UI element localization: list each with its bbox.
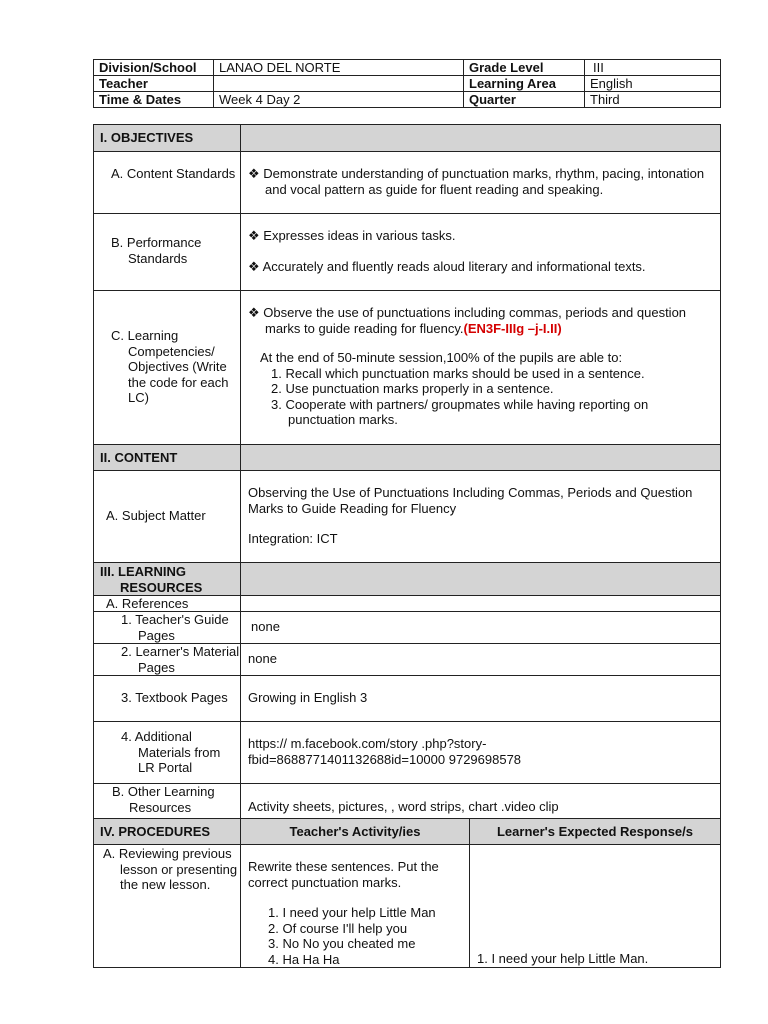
procedures-title: IV. PROCEDURES [94, 819, 241, 845]
competency-code: (EN3F-IIIg –j-I.II) [463, 320, 562, 336]
reviewing-label: A. Reviewing previous lesson or presenting the new lesson. [103, 846, 238, 892]
learner-response-header: Learner's Expected Response/s [470, 819, 721, 845]
quarter-label: Quarter [464, 92, 585, 108]
division-value: LANAO DEL NORTE [214, 60, 464, 76]
content-standards-text: ❖ Demonstrate understanding of punctuation marks, rhythm, pacing, intonation and vocal pattern as guide for fluent reading and speaking. [248, 166, 705, 197]
session-item-3: 3. Cooperate with partners/ groupmates while having reporting on punctuation marks. [271, 396, 649, 427]
performance-standards-label: B. Performance Standards [111, 235, 202, 266]
subject-matter-label: A. Subject Matter [106, 508, 206, 523]
quarter-value: Third [585, 92, 721, 108]
objectives-title: I. OBJECTIVES [94, 125, 241, 152]
performance-item-1: ❖ Expresses ideas in various tasks. [248, 228, 456, 243]
learners-material-label: 2. Learner's Material Pages [121, 644, 240, 675]
reviewing-item-2: 2. Of course I'll help you [268, 920, 408, 936]
textbook-value: Growing in English 3 [241, 676, 721, 722]
textbook-label: 3. Textbook Pages [121, 690, 228, 705]
resources-title: III. LEARNING RESOURCES [100, 564, 203, 595]
area-value: English [585, 76, 721, 92]
subject-matter-text: Observing the Use of Punctuations Including Commas, Periods and Question Marks to Guide Reading for Fluency [248, 485, 693, 516]
grade-label: Grade Level [464, 60, 585, 76]
content-standards-label: A. Content Standards [111, 166, 236, 181]
performance-item-2: ❖ Accurately and fluently reads aloud literary and informational texts. [248, 258, 646, 274]
grade-value: III [585, 60, 721, 76]
header-table [93, 59, 721, 108]
reviewing-item-1: 1. I need your help Little Man [268, 905, 436, 920]
reviewing-item-4: 4. Ha Ha Ha [268, 951, 340, 967]
session-item-1: 1. Recall which punctuation marks should be used in a sentence. [271, 365, 645, 381]
division-label: Division/School [94, 60, 214, 76]
teacher-activity-header: Teacher's Activity/ies [241, 819, 470, 845]
teacher-label: Teacher [94, 76, 214, 92]
competency-label: C. Learning Competencies/ Objectives (Write the code for each LC) [111, 328, 229, 405]
learners-material-value: none [241, 644, 721, 676]
teacher-value [214, 76, 464, 92]
content-title: II. CONTENT [94, 445, 241, 471]
time-value: Week 4 Day 2 [214, 92, 464, 108]
additional-materials-label: 4. Additional Materials from LR Portal [121, 729, 221, 775]
time-label: Time & Dates [94, 92, 214, 108]
area-label: Learning Area [464, 76, 585, 92]
reviewing-item-3: 3. No No you cheated me [268, 936, 416, 951]
other-resources-value: Activity sheets, pictures, , word strips, chart .video clip [241, 784, 721, 819]
teachers-guide-value: none [241, 612, 721, 644]
session-item-2: 2. Use punctuation marks properly in a sentence. [271, 381, 554, 396]
integration-text: Integration: ICT [248, 531, 338, 546]
additional-materials-value: https:// m.facebook.com/story .php?story-fbid=8688771401132688id=10000 9729698578 [241, 722, 721, 784]
lesson-plan-table [93, 124, 721, 968]
reviewing-instruction: Rewrite these sentences. Put the correct punctuation marks. [248, 859, 439, 890]
session-intro: At the end of 50-minute session,100% of the pupils are able to: [260, 350, 623, 365]
teachers-guide-label: 1. Teacher's Guide Pages [121, 612, 229, 643]
reviewing-response: 1. I need your help Little Man. [470, 845, 721, 968]
references-label: A. References [106, 596, 189, 611]
other-resources-label: B. Other Learning Resources [112, 784, 215, 815]
competency-text: ❖ Observe the use of punctuations including commas, periods and question marks to guide reading for fluency.(EN3F-IIIg –j-I.II) [248, 305, 687, 336]
